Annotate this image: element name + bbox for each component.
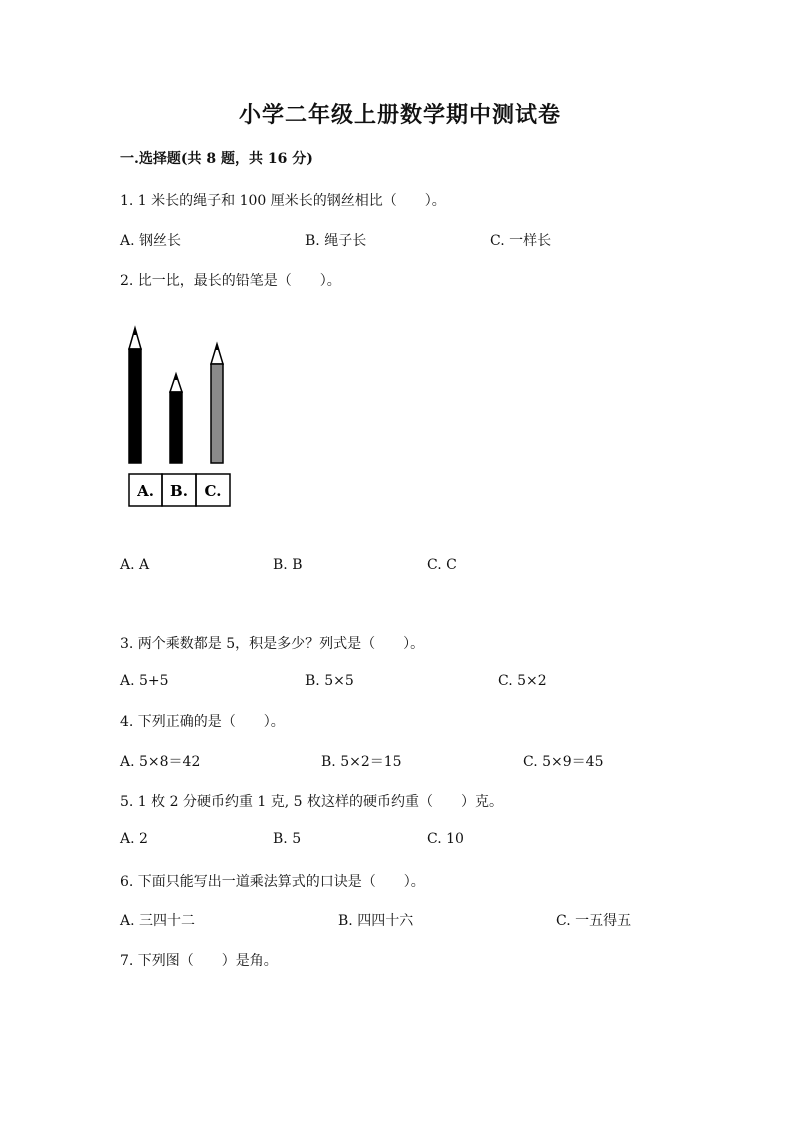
question-5-option-a: A. 2 xyxy=(120,831,148,847)
pencil-label-boxes xyxy=(129,474,230,506)
pencils-figure xyxy=(120,322,240,512)
question-3: 3. 两个乘数都是 5，积是多少？列式是（ ）。 xyxy=(120,636,425,652)
question-2-text: 2. 比一比，最长的铅笔是（ ）。 xyxy=(120,273,341,289)
pencil-label-a: A. xyxy=(137,482,154,500)
question-2-option-a: A. A xyxy=(120,557,150,573)
question-2-option-b: B. B xyxy=(273,557,303,573)
question-6: 6. 下面只能写出一道乘法算式的口诀是（ ）。 xyxy=(120,874,425,890)
question-1-option-a: A. 钢丝长 xyxy=(120,233,182,249)
page-title: 小学二年级上册数学期中测试卷 xyxy=(238,102,561,128)
pencil-b xyxy=(170,374,182,463)
question-6-option-b: B. 四四十六 xyxy=(338,913,414,929)
question-1-option-b: B. 绳子长 xyxy=(305,233,367,249)
question-7: 7. 下列图（ ）是角。 xyxy=(120,953,278,969)
question-4-option-b: B. 5×2＝15 xyxy=(321,754,402,770)
question-1: 1. 1 米长的绳子和 100 厘米长的钢丝相比（ ）。 xyxy=(120,193,446,209)
pencil-a xyxy=(129,328,141,463)
question-4: 4. 下列正确的是（ ）。 xyxy=(120,714,285,730)
question-3-option-b: B. 5×5 xyxy=(305,673,354,689)
pencil-c xyxy=(211,344,223,463)
question-5-option-b: B. 5 xyxy=(273,831,302,847)
question-6-option-c: C. 一五得五 xyxy=(556,913,632,929)
pencil-label-c: C. xyxy=(204,482,222,500)
question-5-option-c: C. 10 xyxy=(427,831,464,847)
pencil-label-b: B. xyxy=(170,482,188,500)
question-1-option-c: C. 一样长 xyxy=(490,233,552,249)
question-4-option-c: C. 5×9＝45 xyxy=(523,754,604,770)
question-4-option-a: A. 5×8＝42 xyxy=(120,754,201,770)
question-6-option-a: A. 三四十二 xyxy=(120,913,196,929)
question-2-option-c: C. C xyxy=(427,557,457,573)
question-3-option-c: C. 5×2 xyxy=(498,673,547,689)
question-5: 5. 1 枚 2 分硬币约重 1 克, 5 枚这样的硬币约重（ ）克。 xyxy=(120,794,504,810)
question-3-option-a: A. 5+5 xyxy=(120,673,169,689)
section-heading: 一.选择题(共 8 题，共 16 分) xyxy=(120,151,313,167)
